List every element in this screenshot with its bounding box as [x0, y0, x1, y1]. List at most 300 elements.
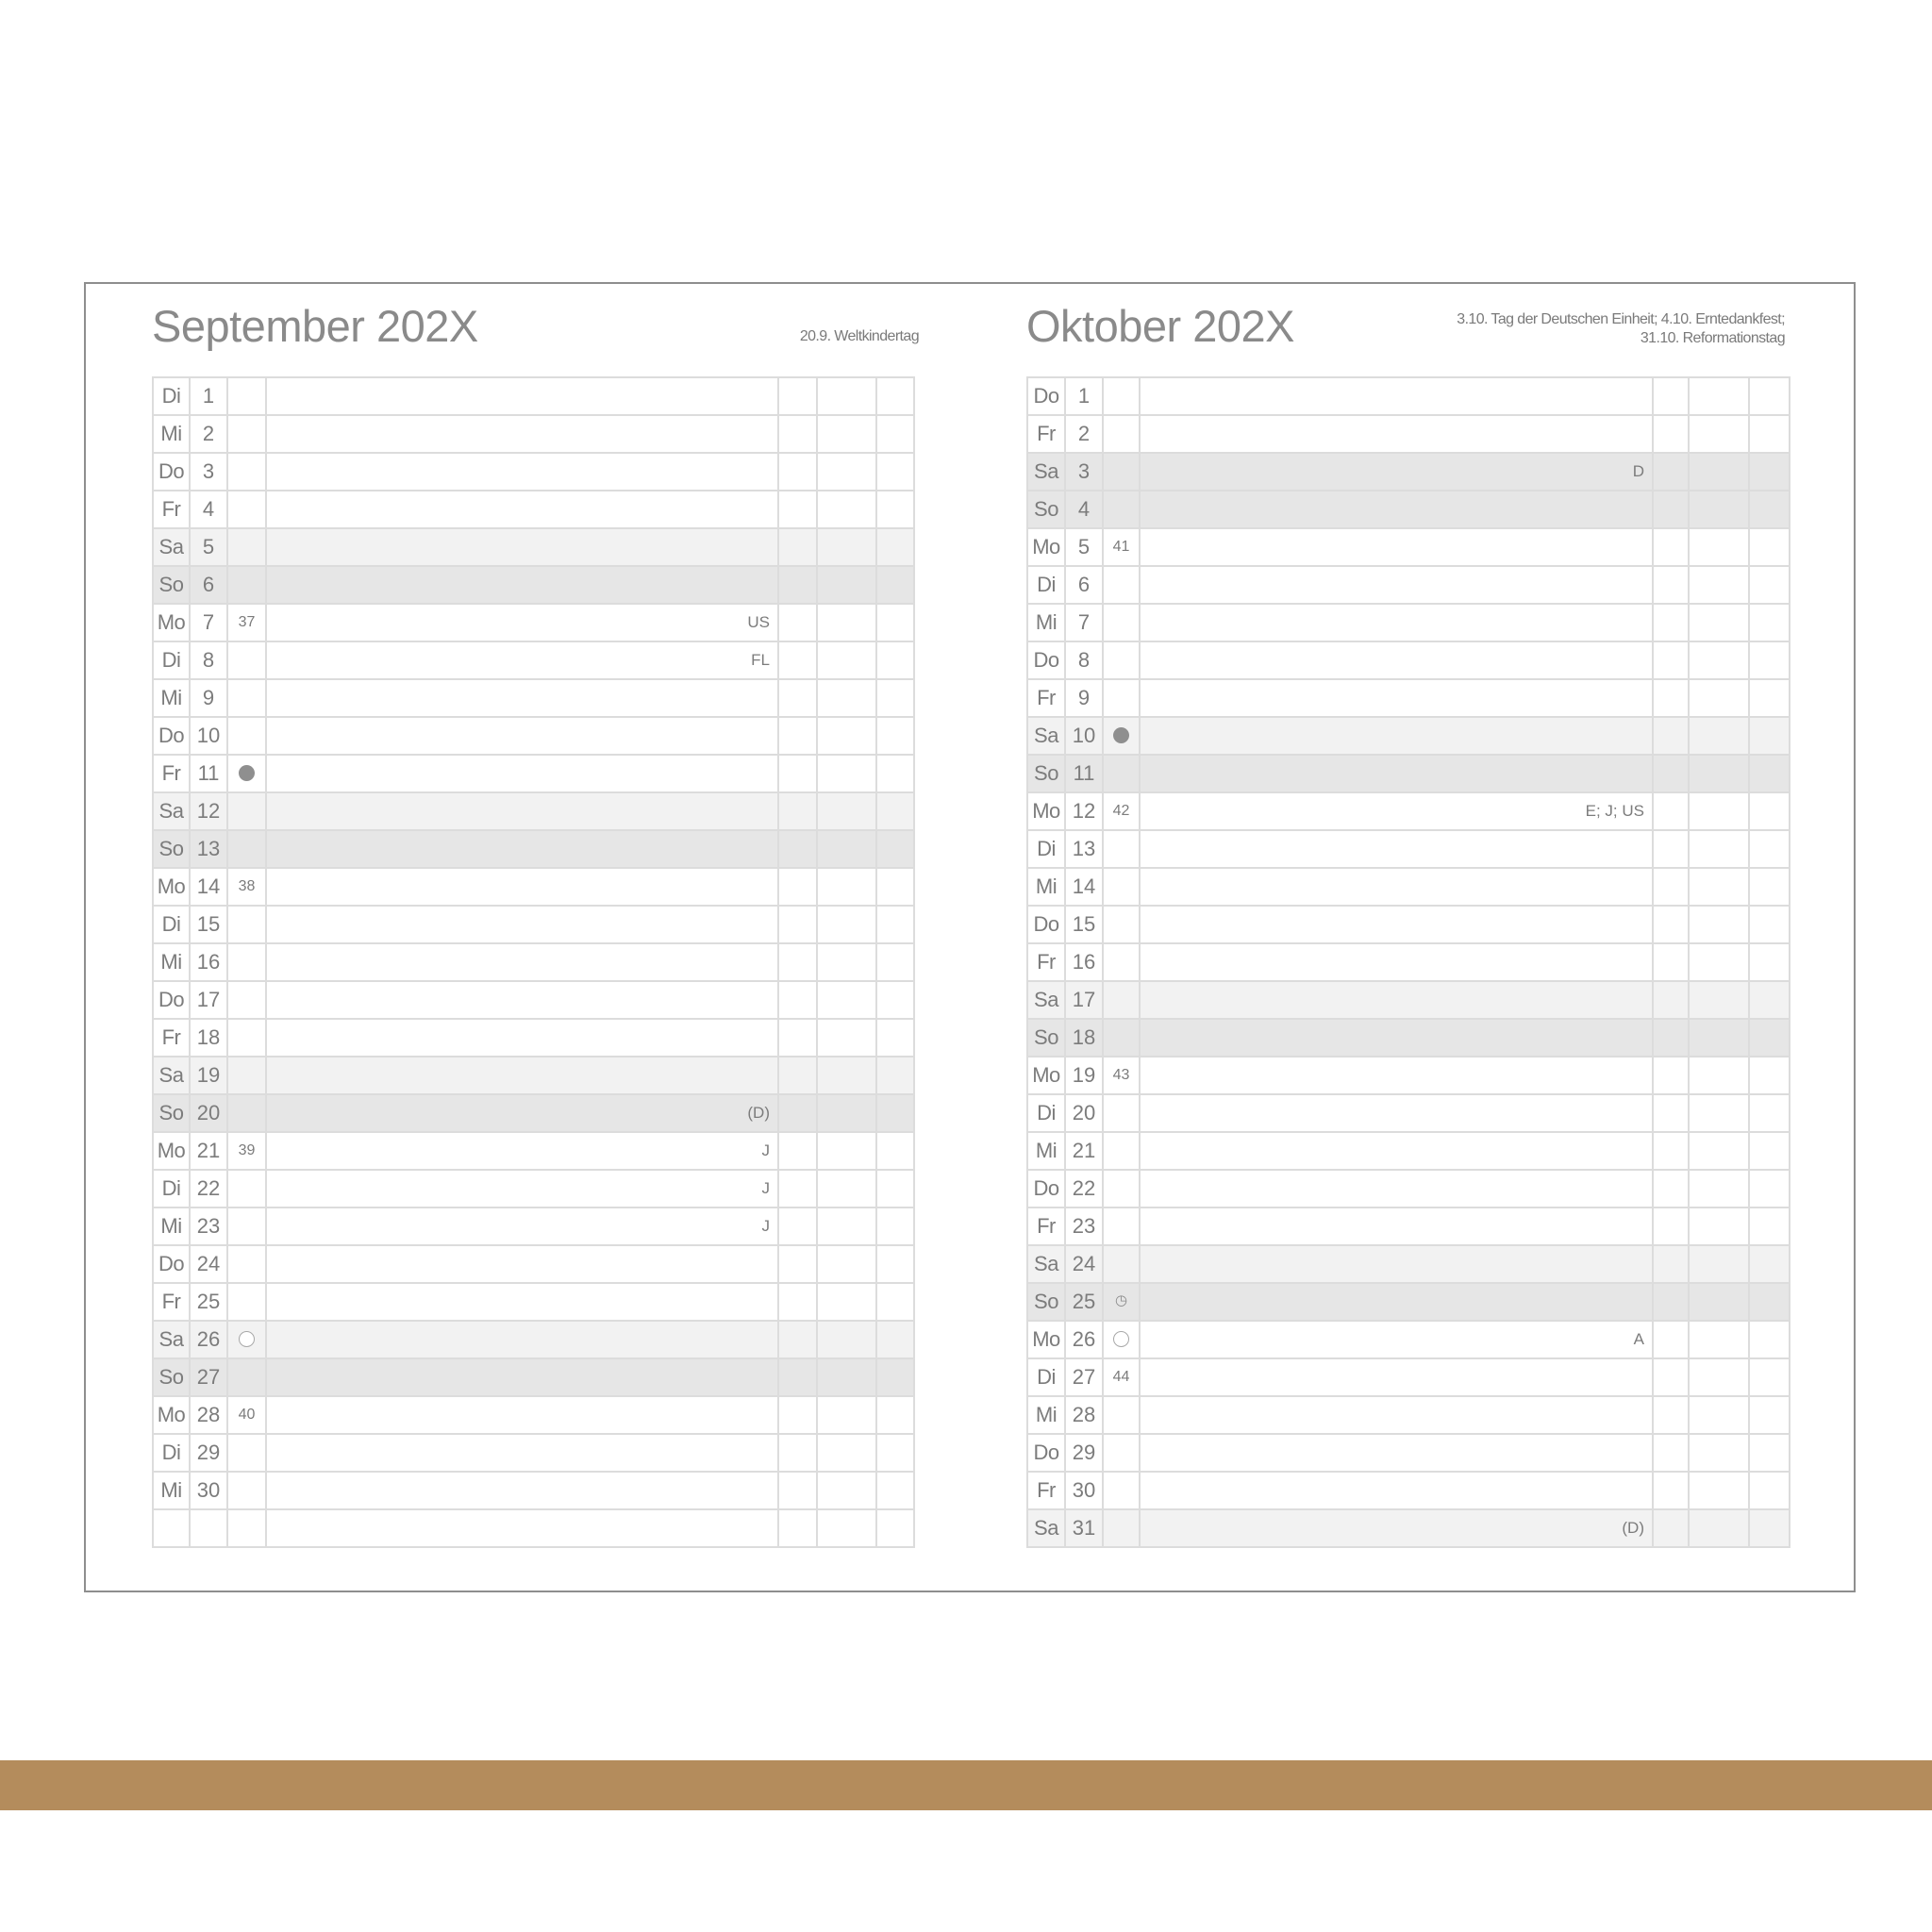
extra-column-cell[interactable] [817, 792, 876, 830]
extra-column-cell[interactable] [778, 755, 817, 792]
extra-column-cell[interactable] [1749, 1170, 1790, 1208]
extra-column-cell[interactable] [778, 717, 817, 755]
entry-cell[interactable] [1140, 1170, 1653, 1208]
extra-column-cell[interactable] [1689, 1094, 1749, 1132]
extra-column-cell[interactable] [778, 1019, 817, 1057]
entry-cell[interactable] [1140, 1434, 1653, 1472]
day-row [1027, 528, 1790, 566]
entry-cell[interactable] [1140, 943, 1653, 981]
extra-column-cell[interactable] [876, 717, 914, 755]
new-moon-icon [239, 1331, 255, 1347]
weekday-cell: Sa [153, 1321, 190, 1358]
entry-cell[interactable] [1140, 377, 1653, 415]
week-moon-cell [227, 1434, 266, 1472]
entry-cell[interactable]: D [1140, 453, 1653, 491]
extra-column-cell[interactable] [1653, 1434, 1689, 1472]
extra-column-cell[interactable] [876, 1434, 914, 1472]
extra-column-cell[interactable] [876, 377, 914, 415]
extra-column-cell[interactable] [1653, 755, 1689, 792]
weekday-cell: Fr [1027, 1472, 1065, 1509]
extra-column-cell[interactable] [1689, 566, 1749, 604]
extra-column-cell[interactable] [1653, 830, 1689, 868]
day-number-cell [190, 1509, 227, 1547]
entry-cell[interactable] [266, 868, 778, 906]
entry-cell[interactable] [1140, 679, 1653, 717]
extra-column-cell[interactable] [778, 1283, 817, 1321]
extra-column-cell[interactable] [778, 1434, 817, 1472]
extra-column-cell[interactable] [1653, 1170, 1689, 1208]
extra-column-cell[interactable] [1653, 868, 1689, 906]
entry-cell[interactable] [266, 943, 778, 981]
extra-column-cell[interactable] [1689, 868, 1749, 906]
extra-column-cell[interactable] [1749, 604, 1790, 641]
week-moon-cell [1103, 1472, 1140, 1509]
extra-column-cell[interactable] [1749, 981, 1790, 1019]
extra-column-cell[interactable] [817, 1170, 876, 1208]
extra-column-cell[interactable] [1653, 641, 1689, 679]
day-row [153, 717, 914, 755]
extra-column-cell[interactable] [876, 981, 914, 1019]
extra-column-cell[interactable] [817, 1396, 876, 1434]
extra-column-cell[interactable] [778, 1509, 817, 1547]
footer-color-band [0, 1760, 1932, 1810]
entry-cell[interactable] [1140, 641, 1653, 679]
weekday-cell: Mo [153, 604, 190, 641]
entry-cell[interactable] [1140, 528, 1653, 566]
extra-column-cell[interactable] [1689, 604, 1749, 641]
extra-column-cell[interactable] [778, 1057, 817, 1094]
extra-column-cell[interactable] [1749, 830, 1790, 868]
entry-cell[interactable]: A [1140, 1321, 1653, 1358]
entry-cell[interactable] [266, 1434, 778, 1472]
planner-spread [84, 282, 1856, 1592]
extra-column-cell[interactable] [876, 755, 914, 792]
extra-column-cell[interactable] [1749, 1019, 1790, 1057]
extra-column-cell[interactable] [1653, 1472, 1689, 1509]
extra-column-cell[interactable] [817, 943, 876, 981]
extra-column-cell[interactable] [876, 792, 914, 830]
day-row [153, 679, 914, 717]
day-number-cell: 29 [190, 1434, 227, 1472]
day-number-cell: 7 [1065, 604, 1103, 641]
extra-column-cell[interactable] [1653, 1283, 1689, 1321]
entry-cell[interactable] [266, 491, 778, 528]
day-number-cell: 11 [1065, 755, 1103, 792]
extra-column-cell[interactable] [1653, 906, 1689, 943]
entry-cell[interactable] [1140, 868, 1653, 906]
entry-cell[interactable]: US [266, 604, 778, 641]
extra-column-cell[interactable] [1653, 453, 1689, 491]
extra-column-cell[interactable] [817, 1057, 876, 1094]
extra-column-cell[interactable] [1749, 377, 1790, 415]
entry-cell[interactable] [266, 792, 778, 830]
extra-column-cell[interactable] [817, 1509, 876, 1547]
extra-column-cell[interactable] [1689, 906, 1749, 943]
entry-cell[interactable] [1140, 755, 1653, 792]
extra-column-cell[interactable] [817, 1472, 876, 1509]
extra-column-cell[interactable] [1653, 1019, 1689, 1057]
extra-column-cell[interactable] [778, 792, 817, 830]
extra-column-cell[interactable] [1653, 1057, 1689, 1094]
extra-column-cell[interactable] [817, 755, 876, 792]
extra-column-cell[interactable] [817, 566, 876, 604]
extra-column-cell[interactable] [1749, 1358, 1790, 1396]
entry-cell[interactable] [266, 415, 778, 453]
extra-column-cell[interactable] [1749, 528, 1790, 566]
extra-column-cell[interactable] [817, 1358, 876, 1396]
week-moon-cell [1103, 1396, 1140, 1434]
extra-column-cell[interactable] [778, 679, 817, 717]
extra-column-cell[interactable] [778, 491, 817, 528]
extra-column-cell[interactable] [1689, 1321, 1749, 1358]
extra-column-cell[interactable] [1653, 1208, 1689, 1245]
extra-column-cell[interactable] [1653, 491, 1689, 528]
extra-column-cell[interactable] [778, 1396, 817, 1434]
extra-column-cell[interactable] [876, 1321, 914, 1358]
extra-column-cell[interactable] [1689, 491, 1749, 528]
extra-column-cell[interactable] [1653, 943, 1689, 981]
entry-cell[interactable] [1140, 717, 1653, 755]
extra-column-cell[interactable] [1749, 679, 1790, 717]
extra-column-cell[interactable] [1689, 1132, 1749, 1170]
extra-column-cell[interactable] [778, 1472, 817, 1509]
extra-column-cell[interactable] [778, 943, 817, 981]
extra-column-cell[interactable] [1689, 453, 1749, 491]
extra-column-cell[interactable] [1749, 1396, 1790, 1434]
extra-column-cell[interactable] [876, 415, 914, 453]
extra-column-cell[interactable] [778, 641, 817, 679]
entry-cell[interactable] [266, 1321, 778, 1358]
extra-column-cell[interactable] [1689, 377, 1749, 415]
extra-column-cell[interactable] [1653, 981, 1689, 1019]
entry-cell[interactable] [266, 1509, 778, 1547]
extra-column-cell[interactable] [1749, 868, 1790, 906]
extra-column-cell[interactable] [1653, 1094, 1689, 1132]
entry-cell[interactable] [1140, 566, 1653, 604]
extra-column-cell[interactable] [778, 1321, 817, 1358]
entry-cell[interactable] [1140, 1057, 1653, 1094]
week-moon-cell: 44 [1103, 1358, 1140, 1396]
extra-column-cell[interactable] [778, 1132, 817, 1170]
extra-column-cell[interactable] [876, 604, 914, 641]
entry-cell[interactable] [1140, 1472, 1653, 1509]
entry-cell[interactable] [1140, 1208, 1653, 1245]
extra-column-cell[interactable] [1689, 1019, 1749, 1057]
entry-cell[interactable] [266, 1358, 778, 1396]
extra-column-cell[interactable] [817, 1094, 876, 1132]
entry-cell[interactable] [266, 830, 778, 868]
weekday-cell: Fr [153, 491, 190, 528]
entry-cell[interactable] [1140, 491, 1653, 528]
extra-column-cell[interactable] [1749, 1509, 1790, 1547]
entry-cell[interactable] [1140, 906, 1653, 943]
extra-column-cell[interactable] [1689, 1283, 1749, 1321]
weekday-cell: Fr [1027, 415, 1065, 453]
week-moon-cell [227, 830, 266, 868]
extra-column-cell[interactable] [876, 1019, 914, 1057]
extra-column-cell[interactable] [778, 604, 817, 641]
extra-column-cell[interactable] [1689, 415, 1749, 453]
extra-column-cell[interactable] [876, 566, 914, 604]
extra-column-cell[interactable] [817, 491, 876, 528]
extra-column-cell[interactable] [1689, 641, 1749, 679]
extra-column-cell[interactable] [817, 415, 876, 453]
entry-cell[interactable] [266, 1245, 778, 1283]
entry-cell[interactable] [1140, 1283, 1653, 1321]
entry-cell[interactable] [1140, 1094, 1653, 1132]
day-number-cell: 15 [1065, 906, 1103, 943]
day-number-cell: 10 [190, 717, 227, 755]
extra-column-cell[interactable] [1749, 453, 1790, 491]
extra-column-cell[interactable] [876, 906, 914, 943]
extra-column-cell[interactable] [817, 1283, 876, 1321]
extra-column-cell[interactable] [1689, 1434, 1749, 1472]
extra-column-cell[interactable] [1689, 943, 1749, 981]
entry-cell[interactable] [1140, 604, 1653, 641]
week-moon-cell [1103, 1132, 1140, 1170]
week-moon-cell: 40 [227, 1396, 266, 1434]
extra-column-cell[interactable] [1749, 1208, 1790, 1245]
extra-column-cell[interactable] [1653, 1509, 1689, 1547]
extra-column-cell[interactable] [1749, 1283, 1790, 1321]
extra-column-cell[interactable] [817, 1132, 876, 1170]
extra-column-cell[interactable] [1689, 528, 1749, 566]
extra-column-cell[interactable] [817, 679, 876, 717]
extra-column-cell[interactable] [876, 1132, 914, 1170]
extra-column-cell[interactable] [876, 1170, 914, 1208]
extra-column-cell[interactable] [876, 1472, 914, 1509]
extra-column-cell[interactable] [876, 868, 914, 906]
entry-cell[interactable] [266, 717, 778, 755]
day-row [153, 1170, 914, 1208]
extra-column-cell[interactable] [778, 981, 817, 1019]
day-row [1027, 641, 1790, 679]
extra-column-cell[interactable] [876, 1283, 914, 1321]
extra-column-cell[interactable] [1653, 1358, 1689, 1396]
extra-column-cell[interactable] [1689, 1358, 1749, 1396]
extra-column-cell[interactable] [817, 717, 876, 755]
extra-column-cell[interactable] [1689, 717, 1749, 755]
extra-column-cell[interactable] [817, 1321, 876, 1358]
extra-column-cell[interactable] [817, 1245, 876, 1283]
extra-column-cell[interactable] [1653, 717, 1689, 755]
extra-column-cell[interactable] [876, 830, 914, 868]
extra-column-cell[interactable] [876, 943, 914, 981]
extra-column-cell[interactable] [1689, 1170, 1749, 1208]
extra-column-cell[interactable] [1689, 1509, 1749, 1547]
day-row [1027, 1283, 1790, 1321]
extra-column-cell[interactable] [1749, 1132, 1790, 1170]
extra-column-cell[interactable] [876, 1358, 914, 1396]
day-number-cell: 24 [1065, 1245, 1103, 1283]
day-number-cell: 30 [1065, 1472, 1103, 1509]
extra-column-cell[interactable] [817, 1208, 876, 1245]
entry-cell[interactable] [1140, 1396, 1653, 1434]
extra-column-cell[interactable] [1749, 755, 1790, 792]
entry-cell[interactable] [1140, 1358, 1653, 1396]
extra-column-cell[interactable] [1653, 792, 1689, 830]
extra-column-cell[interactable] [778, 453, 817, 491]
extra-column-cell[interactable] [817, 906, 876, 943]
entry-cell[interactable] [266, 1472, 778, 1509]
day-row [1027, 1057, 1790, 1094]
extra-column-cell[interactable] [876, 1057, 914, 1094]
weekday-cell: Sa [1027, 453, 1065, 491]
extra-column-cell[interactable] [817, 868, 876, 906]
extra-column-cell[interactable] [817, 1019, 876, 1057]
entry-cell[interactable] [266, 377, 778, 415]
extra-column-cell[interactable] [1749, 717, 1790, 755]
extra-column-cell[interactable] [778, 528, 817, 566]
extra-column-cell[interactable] [1689, 981, 1749, 1019]
entry-cell[interactable] [266, 679, 778, 717]
extra-column-cell[interactable] [1689, 1472, 1749, 1509]
extra-column-cell[interactable] [1653, 377, 1689, 415]
extra-column-cell[interactable] [778, 1208, 817, 1245]
extra-column-cell[interactable] [1749, 1434, 1790, 1472]
entry-cell[interactable] [266, 1057, 778, 1094]
weekday-cell: Do [153, 1245, 190, 1283]
weekday-cell: Mo [1027, 1321, 1065, 1358]
extra-column-cell[interactable] [778, 1170, 817, 1208]
extra-column-cell[interactable] [1653, 1396, 1689, 1434]
extra-column-cell[interactable] [876, 679, 914, 717]
extra-column-cell[interactable] [817, 830, 876, 868]
extra-column-cell[interactable] [876, 1094, 914, 1132]
extra-column-cell[interactable] [1689, 830, 1749, 868]
extra-column-cell[interactable] [1749, 415, 1790, 453]
extra-column-cell[interactable] [1653, 415, 1689, 453]
extra-column-cell[interactable] [778, 415, 817, 453]
extra-column-cell[interactable] [778, 566, 817, 604]
week-moon-cell [1103, 453, 1140, 491]
day-number-cell: 28 [1065, 1396, 1103, 1434]
extra-column-cell[interactable] [1749, 491, 1790, 528]
day-row [153, 604, 914, 641]
extra-column-cell[interactable] [1749, 1245, 1790, 1283]
extra-column-cell[interactable] [817, 453, 876, 491]
week-moon-cell [1103, 1208, 1140, 1245]
day-number-cell: 26 [1065, 1321, 1103, 1358]
entry-cell[interactable]: FL [266, 641, 778, 679]
extra-column-cell[interactable] [876, 1245, 914, 1283]
extra-column-cell[interactable] [778, 1358, 817, 1396]
extra-column-cell[interactable] [1653, 679, 1689, 717]
extra-column-cell[interactable] [876, 528, 914, 566]
extra-column-cell[interactable] [778, 1094, 817, 1132]
extra-column-cell[interactable] [1749, 1057, 1790, 1094]
extra-column-cell[interactable] [817, 604, 876, 641]
entry-cell[interactable]: J [266, 1132, 778, 1170]
entry-cell[interactable]: J [266, 1208, 778, 1245]
entry-cell[interactable] [1140, 1132, 1653, 1170]
day-row [153, 792, 914, 830]
entry-cell[interactable] [266, 755, 778, 792]
entry-cell[interactable] [266, 981, 778, 1019]
weekday-cell: Di [153, 377, 190, 415]
extra-column-cell[interactable] [778, 1245, 817, 1283]
entry-cell[interactable] [266, 566, 778, 604]
entry-cell[interactable] [266, 453, 778, 491]
week-moon-cell [227, 1208, 266, 1245]
day-row [1027, 868, 1790, 906]
entry-cell[interactable]: E; J; US [1140, 792, 1653, 830]
entry-cell[interactable]: (D) [266, 1094, 778, 1132]
day-row [153, 830, 914, 868]
extra-column-cell[interactable] [1653, 528, 1689, 566]
extra-column-cell[interactable] [876, 1208, 914, 1245]
weekday-cell: Mo [153, 1132, 190, 1170]
extra-column-cell[interactable] [1749, 943, 1790, 981]
extra-column-cell[interactable] [1689, 1245, 1749, 1283]
extra-column-cell[interactable] [1653, 1245, 1689, 1283]
entry-cell[interactable] [266, 906, 778, 943]
day-row [153, 1283, 914, 1321]
extra-column-cell[interactable] [1689, 1208, 1749, 1245]
extra-column-cell[interactable] [1689, 679, 1749, 717]
extra-column-cell[interactable] [1653, 1132, 1689, 1170]
extra-column-cell[interactable] [817, 1434, 876, 1472]
entry-cell[interactable] [266, 1396, 778, 1434]
weekday-cell: Di [1027, 830, 1065, 868]
entry-cell[interactable]: (D) [1140, 1509, 1653, 1547]
extra-column-cell[interactable] [778, 906, 817, 943]
week-moon-cell [227, 377, 266, 415]
extra-column-cell[interactable] [1689, 792, 1749, 830]
week-moon-cell [1103, 830, 1140, 868]
extra-column-cell[interactable] [876, 491, 914, 528]
week-moon-cell [1103, 1434, 1140, 1472]
entry-cell[interactable] [266, 1019, 778, 1057]
extra-column-cell[interactable] [778, 868, 817, 906]
week-moon-cell: 43 [1103, 1057, 1140, 1094]
entry-cell[interactable] [266, 1283, 778, 1321]
extra-column-cell[interactable] [1749, 641, 1790, 679]
entry-cell[interactable] [1140, 830, 1653, 868]
entry-cell[interactable] [266, 528, 778, 566]
extra-column-cell[interactable] [817, 981, 876, 1019]
entry-cell[interactable] [1140, 1245, 1653, 1283]
extra-column-cell[interactable] [1689, 1057, 1749, 1094]
extra-column-cell[interactable] [1749, 792, 1790, 830]
extra-column-cell[interactable] [1749, 1472, 1790, 1509]
extra-column-cell[interactable] [1653, 1321, 1689, 1358]
entry-cell[interactable] [1140, 1019, 1653, 1057]
extra-column-cell[interactable] [1749, 566, 1790, 604]
extra-column-cell[interactable] [1749, 906, 1790, 943]
extra-column-cell[interactable] [876, 641, 914, 679]
extra-column-cell[interactable] [876, 453, 914, 491]
extra-column-cell[interactable] [1689, 755, 1749, 792]
extra-column-cell[interactable] [817, 641, 876, 679]
extra-column-cell[interactable] [1653, 604, 1689, 641]
extra-column-cell[interactable] [876, 1396, 914, 1434]
entry-cell[interactable] [1140, 981, 1653, 1019]
entry-cell[interactable]: J [266, 1170, 778, 1208]
extra-column-cell[interactable] [1749, 1094, 1790, 1132]
extra-column-cell[interactable] [1749, 1321, 1790, 1358]
extra-column-cell[interactable] [817, 377, 876, 415]
extra-column-cell[interactable] [1653, 566, 1689, 604]
extra-column-cell[interactable] [876, 1509, 914, 1547]
extra-column-cell[interactable] [778, 830, 817, 868]
extra-column-cell[interactable] [1689, 1396, 1749, 1434]
extra-column-cell[interactable] [817, 528, 876, 566]
extra-column-cell[interactable] [778, 377, 817, 415]
entry-cell[interactable] [1140, 415, 1653, 453]
clock-change-icon: ◷ [1114, 1292, 1128, 1309]
week-moon-cell [1103, 377, 1140, 415]
